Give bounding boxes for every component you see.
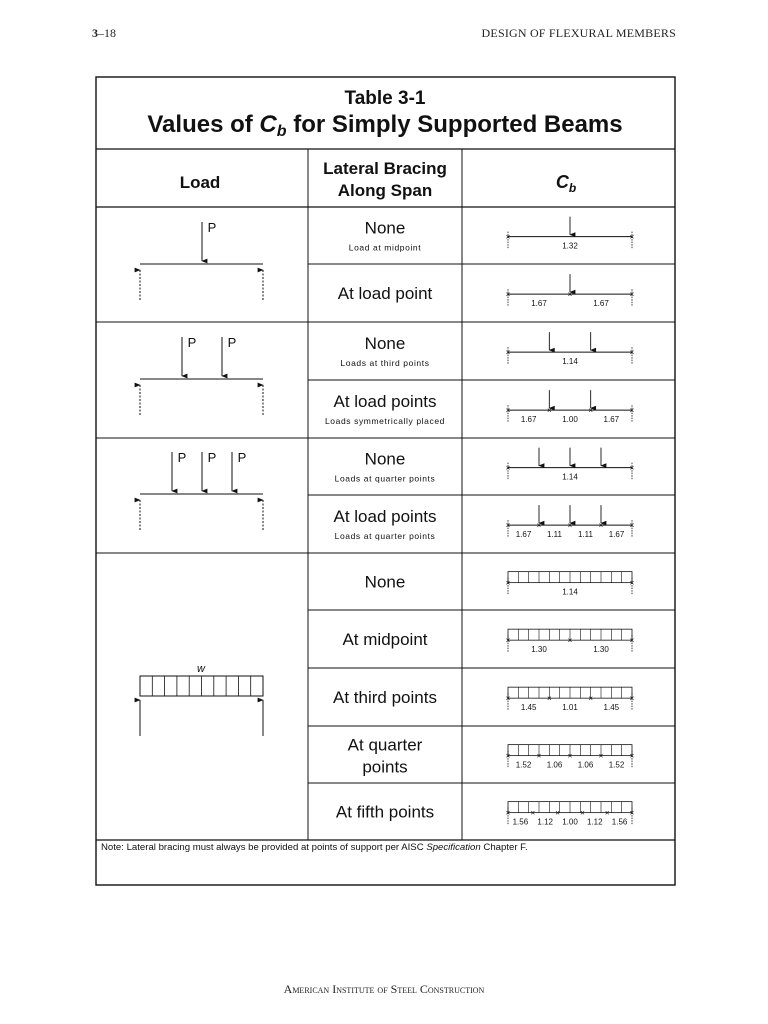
bracing-label: At quarter bbox=[347, 735, 423, 755]
cb-brace-mark: × bbox=[505, 463, 511, 473]
cb-brace-mark: × bbox=[536, 521, 542, 531]
cb-diagram bbox=[506, 687, 635, 712]
cb-brace-mark: × bbox=[629, 406, 635, 416]
bracing-label: points bbox=[362, 757, 408, 777]
cb-value: 1.06 bbox=[577, 760, 594, 770]
bracing-label: At midpoint bbox=[342, 630, 428, 649]
cb-diagrams bbox=[506, 217, 635, 827]
bracing-label: At third points bbox=[333, 688, 437, 707]
bracing-sublabel: Load at midpoint bbox=[348, 242, 422, 253]
note-suffix: Chapter F. bbox=[480, 842, 528, 853]
cb-diagram bbox=[506, 629, 635, 654]
cb-brace-mark: × bbox=[530, 808, 536, 818]
bracing-label: None bbox=[364, 572, 406, 592]
cb-brace-mark: × bbox=[598, 751, 604, 761]
cb-brace-mark: × bbox=[505, 808, 511, 818]
cb-value: 1.14 bbox=[562, 587, 578, 597]
cb-brace-mark: × bbox=[505, 348, 511, 358]
bracing-label: None bbox=[364, 334, 406, 353]
load-label-p: P bbox=[227, 335, 237, 350]
page-footer: American Institute of Steel Construction bbox=[283, 982, 485, 996]
cb-brace-mark: × bbox=[505, 694, 511, 704]
column-header-load: Load bbox=[179, 173, 221, 192]
cb-brace-mark: × bbox=[505, 406, 511, 416]
cb-brace-mark: × bbox=[505, 751, 511, 761]
cb-brace-mark: × bbox=[567, 636, 573, 646]
cb-value: 1.11 bbox=[578, 530, 593, 540]
cb-value: 1.12 bbox=[587, 817, 603, 827]
cb-brace-mark: × bbox=[629, 290, 635, 300]
cb-value: 1.00 bbox=[562, 817, 578, 827]
cb-brace-mark: × bbox=[555, 808, 560, 818]
bracing-label: At load points bbox=[333, 392, 437, 411]
table-text bbox=[147, 88, 622, 822]
cb-brace-mark: × bbox=[629, 808, 635, 818]
load-label-p: P bbox=[237, 450, 247, 465]
note-prefix: Note: Lateral bracing must always be provided at points of support per AISC bbox=[101, 842, 427, 853]
cb-diagram bbox=[506, 274, 635, 308]
cb-value: 1.67 bbox=[608, 530, 625, 540]
cb-diagram bbox=[506, 217, 635, 251]
bracing-sublabel: Loads symmetrically placed bbox=[324, 416, 446, 426]
cb-brace-mark: × bbox=[629, 348, 635, 358]
cb-value: 1.14 bbox=[562, 357, 578, 367]
cb-brace-mark: × bbox=[536, 751, 542, 761]
cb-brace-mark: × bbox=[629, 751, 635, 761]
load-label-p: P bbox=[187, 335, 197, 350]
load-diagrams bbox=[140, 220, 263, 736]
page-number-rest: –18 bbox=[98, 26, 116, 40]
cb-value: 1.67 bbox=[520, 415, 537, 425]
note-italic: Specification bbox=[426, 842, 481, 853]
bracing-label: At load point bbox=[337, 284, 433, 303]
cb-brace-mark: × bbox=[546, 406, 552, 416]
load-label-p: P bbox=[177, 450, 187, 465]
cb-brace-mark: × bbox=[629, 694, 635, 704]
cb-value: 1.06 bbox=[546, 760, 563, 770]
bracing-label: None bbox=[364, 449, 406, 469]
column-header-bracing-2: Along Span bbox=[337, 181, 433, 200]
load-label-p: P bbox=[207, 450, 217, 465]
cb-brace-mark: × bbox=[505, 232, 511, 242]
cb-brace-mark: × bbox=[505, 521, 511, 531]
cb-value: 1.67 bbox=[531, 299, 547, 309]
cb-value: 1.45 bbox=[603, 703, 620, 713]
page-number-bold: 3 bbox=[92, 26, 98, 40]
chapter-title: DESIGN OF FLEXURAL MEMBERS bbox=[481, 26, 676, 40]
cb-diagram bbox=[506, 802, 635, 827]
cb-value: 1.52 bbox=[608, 760, 625, 770]
cb-brace-mark: × bbox=[567, 290, 573, 300]
bracing-sublabel: Loads at quarter points bbox=[334, 473, 436, 484]
cb-brace-mark: × bbox=[505, 578, 511, 588]
cb-brace-mark: × bbox=[629, 232, 635, 242]
bracing-sublabel: Loads at quarter points bbox=[334, 531, 436, 541]
table-note bbox=[101, 842, 671, 853]
cb-brace-mark: × bbox=[588, 694, 594, 704]
bracing-label: At load points bbox=[333, 507, 437, 526]
load-label-w: w bbox=[197, 663, 205, 675]
cb-value: 1.00 bbox=[562, 415, 578, 425]
cb-brace-mark: × bbox=[567, 521, 573, 531]
cb-diagram bbox=[506, 448, 635, 482]
cb-brace-mark: × bbox=[588, 406, 594, 416]
cb-value: 1.30 bbox=[593, 645, 609, 655]
cb-diagram bbox=[506, 572, 635, 597]
bracing-sublabel: Loads at third points bbox=[340, 358, 430, 368]
cb-brace-mark: × bbox=[567, 751, 573, 761]
cb-value: 1.12 bbox=[537, 817, 553, 827]
cb-value: 1.67 bbox=[593, 299, 609, 309]
cb-brace-mark: × bbox=[546, 694, 552, 704]
cb-value: 1.56 bbox=[611, 817, 628, 827]
cb-brace-mark: × bbox=[629, 463, 635, 473]
column-header-bracing-1: Lateral Bracing bbox=[323, 159, 447, 178]
cb-diagram bbox=[506, 332, 635, 366]
cb-brace-mark: × bbox=[629, 578, 635, 588]
cb-value: 1.30 bbox=[531, 645, 547, 655]
bracing-label: At fifth points bbox=[335, 802, 435, 822]
cb-diagram bbox=[506, 505, 635, 539]
cb-value: 1.14 bbox=[562, 472, 578, 482]
bracing-label: None bbox=[364, 218, 406, 238]
cb-brace-mark: × bbox=[505, 636, 511, 646]
cb-value: 1.01 bbox=[562, 703, 578, 713]
cb-value: 1.67 bbox=[515, 530, 532, 540]
cb-brace-mark: × bbox=[629, 521, 635, 531]
cb-value: 1.56 bbox=[512, 817, 529, 827]
cb-value: 1.32 bbox=[562, 241, 578, 251]
cb-brace-mark: × bbox=[629, 636, 635, 646]
load-label-p: P bbox=[207, 220, 217, 235]
cb-diagram bbox=[506, 390, 635, 424]
cb-brace-mark: × bbox=[505, 290, 511, 300]
cb-value: 1.45 bbox=[520, 703, 537, 713]
cb-diagram bbox=[506, 745, 635, 770]
table-title: Values of Cb for Simply Supported Beams bbox=[147, 111, 623, 140]
cb-value: 1.67 bbox=[603, 415, 620, 425]
cb-value: 1.11 bbox=[547, 530, 562, 540]
table-label: Table 3-1 bbox=[344, 88, 426, 109]
cb-brace-mark: × bbox=[580, 808, 585, 818]
cb-value: 1.52 bbox=[515, 760, 532, 770]
cb-brace-mark: × bbox=[598, 521, 604, 531]
cb-brace-mark: × bbox=[604, 808, 610, 818]
column-header-cb: $C_b$ bbox=[555, 172, 577, 195]
